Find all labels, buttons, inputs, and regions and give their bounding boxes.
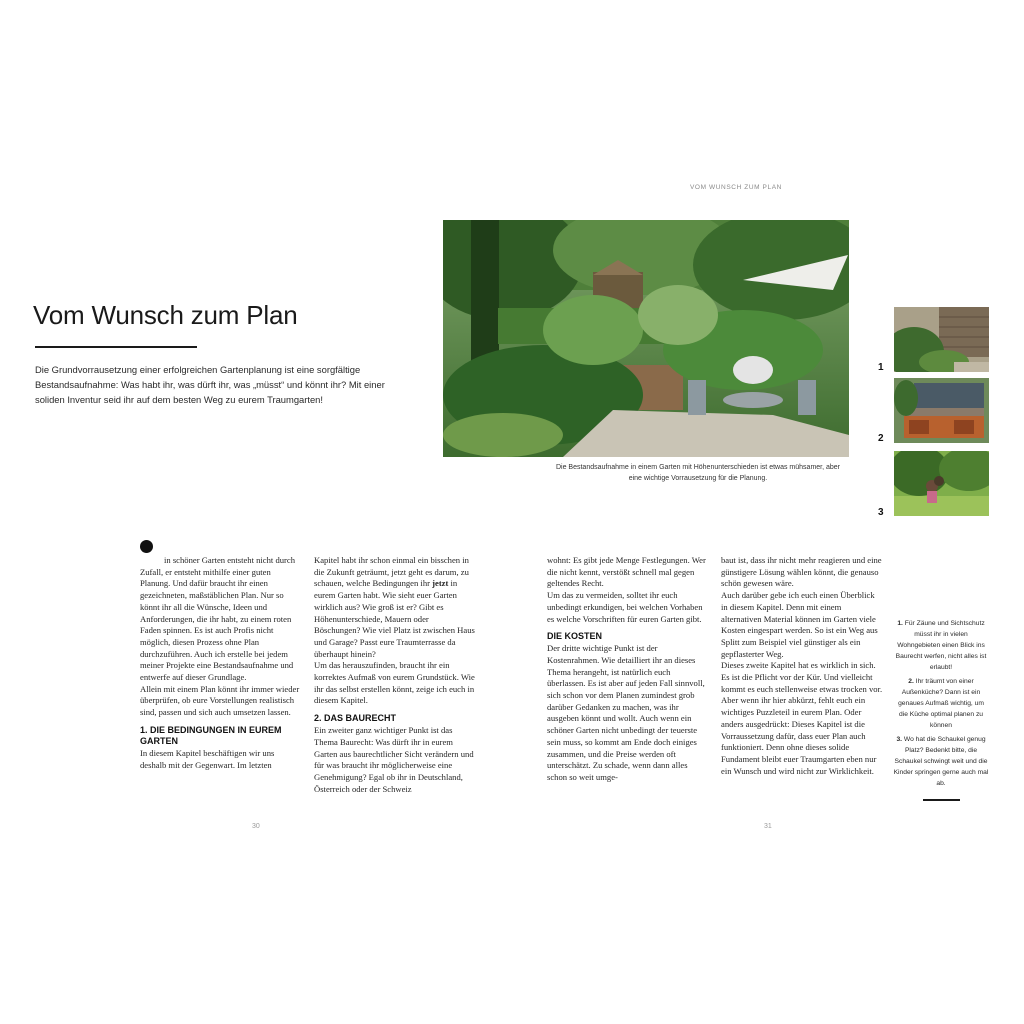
emphasis: jetzt [432, 578, 449, 589]
paragraph: baut ist, dass ihr nicht mehr reagieren und eine günstigere Lösung wählen könnt, die genauso schön gewesen wäre. [721, 555, 882, 589]
photo-caption: Die Bestandsaufnahme in einem Garten mit Höhenunterschieden ist etwas mühsamer, aber eine wichtige Vorrausetzung für die Planung. [555, 464, 841, 482]
text-column-4 [721, 555, 883, 777]
paragraph: In diesem Kapitel beschäftigen wir uns deshalb mit der Gegenwart. Im letzten [140, 747, 275, 770]
paragraph: Um das herauszufinden, braucht ihr ein korrektes Aufmaß von eurem Grundstück. Wie ihr das selbst erstellen könnt, zeige ich euch in diesem Kapitel. [314, 660, 475, 706]
page-number-right: 31 [764, 823, 772, 830]
paragraph: Dieses zweite Kapitel hat es wirklich in sich. Es ist die Pflicht vor der Kür. Und vielleicht kommt es euch stellenweise etwas trocken vor. Aber wenn ihr hier abkürzt, fehlt euch ein wichtiges Puzzleteil in eurem Plan. Oder anders ausgedrückt: Dieses Kapitel ist die Vorraussetzung dafür, dass euer Plan auch funktioniert. Denn ohne dieses solide Fundament bleibt euer Traumgarten eben nur ein Wunsch und wird nicht zur Wirklichkeit. [721, 660, 883, 776]
section-heading: DIE KOSTEN [547, 631, 603, 642]
garden-photo [443, 220, 849, 457]
paragraph: Ein zweiter ganz wichtiger Punkt ist das Thema Baurecht: Was dürft ihr in eurem Garten aus baurechtlicher Sicht verändern und für was braucht ihr möglicherweise eine Genehmigung? Egal ob ihr in Deutschland, Österreich oder der Schweiz [314, 725, 474, 794]
paragraph [314, 555, 476, 660]
note-number: 2. [908, 678, 914, 685]
chapter-title: Vom Wunsch zum Plan [33, 300, 298, 330]
note-number: 1. [897, 620, 903, 627]
thumbnail-number-3: 3 [878, 507, 884, 518]
swing-photo-image [894, 451, 989, 516]
section-heading: 2. DAS BAURECHT [314, 713, 397, 724]
thumbnail-fence [894, 307, 989, 372]
intro-text: Die Grundvorrausetzung einer erfolgreichen Gartenplanung ist eine sorgfältige Bestandsaufnahme: Was habt ihr, was dürft ihr, was „müsst“ und könnt ihr? Mit einer soliden Inventur seid ihr auf dem besten Weg zu eurem Traumgarten! [35, 364, 385, 405]
text-column-2 [314, 555, 476, 795]
section-heading: 1. DIE BEDINGUNGEN IN EUREM GARTEN [140, 724, 282, 746]
paragraph: in schöner Garten entsteht nicht durch Zufall, er entsteht mithilfe einer guten Planung. Und dafür braucht ihr einen gezeichneten, maßstäblichen Plan. Nur so könnt ihr all die Wünsche, Ideen und Anforderungen, die ihr habt, zu einem roten Faden spinnen. Es ist auch Profis nicht möglich, diesen Prozess ohne Plan durchzuführen. Auch ich erstelle bei jedem meiner Projekte eine Bestandsaufnahme und entwerfe auf dieser Grundlage. [140, 555, 296, 683]
paragraph: wohnt: Es gibt jede Menge Festlegungen. Wer die nicht kennt, verstößt schnell mal gegen geltendes Recht. [547, 555, 706, 589]
page-number-left: 30 [252, 823, 260, 830]
running-head: VOM WUNSCH ZUM PLAN [690, 184, 782, 191]
text-column-3 [547, 555, 709, 784]
kitchen-photo-image [894, 378, 989, 443]
paragraph: Der dritte wichtige Punkt ist der Kostenrahmen. Wie detailliert ihr an dieses Thema herangeht, ist natürlich euch überlassen. Es ist aber auf jeden Fall sinnvoll, sich schon vor dem Planen zumindest grob darüber Gedanken zu machen, was ihr ausgeben könnt und wollt. Auch wenn ein schöner Garten nicht unbedingt der teuerste sein muss, so kommt am Ende doch einiges zusammen, und die Preise werden oft unterschätzt. Zu schade, wenn dann alles schon so weit umge- [547, 643, 705, 782]
title-rule [35, 346, 197, 348]
thumbnail-number-2: 2 [878, 433, 884, 444]
note-text: Für Zäune und Sichtschutz müsst ihr in vielen Wohngebieten einen Blick ins Baurecht werfen, nicht alles ist erlaubt! [895, 620, 987, 671]
text-column-1 [140, 555, 302, 771]
note-number: 3. [896, 736, 903, 743]
text-run: Kapitel habt ihr schon einmal ein bisschen in die Zukunft geträumt, jetzt geht es darum, zu schauen, welche Bedingungen ihr [314, 555, 469, 589]
paragraph: Um das zu vermeiden, solltet ihr euch unbedingt erkundigen, bei welchen Vorhaben es welche Vorschriften für euren Garten gibt. [547, 590, 703, 624]
text-run: in eurem Garten habt. Wie sieht euer Garten wirklich aus? Wie groß ist er? Gibt es Höhenunterschiede, Mauern oder Böschungen? Wie viel Platz ist zwischen Haus und Garage? Passt eure Traumterrasse da überhaupt hinein? [314, 578, 475, 659]
paragraph: Auch darüber gebe ich euch einen Überblick in diesem Kapitel. Denn mit einem alternativen Material können im Garten viele Kosten eingespart werden. So ist ein Weg aus Splitt zum Beispiel viel günstiger als ein gepflasterter Weg. [721, 590, 878, 659]
thumbnail-notes [893, 618, 989, 792]
thumbnail-swing [894, 451, 989, 516]
note-text: Ihr träumt von einer Außenküche? Dann ist ein genaues Aufmaß wichtig, um die Küche optimal planen zu können [898, 678, 984, 729]
paragraph: Allein mit einem Plan könnt ihr immer wieder überprüfen, ob eure Vorstellungen realistisch sind, passen und sich auch umsetzen lassen. [140, 683, 300, 718]
thumbnail-number-1: 1 [878, 362, 884, 373]
thumbnail-outdoor-kitchen [894, 378, 989, 443]
note-text: Wo hat die Schaukel genug Platz? Bedenkt bitte, die Schaukel schwingt weit und die Kinder springen gerne auch mal ab. [893, 736, 989, 787]
fence-photo-image [894, 307, 989, 372]
notes-rule [923, 799, 960, 801]
note-1 [893, 618, 989, 673]
garden-photo-image [443, 220, 849, 457]
note-2 [893, 676, 989, 731]
drop-cap-dot [140, 540, 153, 553]
note-3 [893, 734, 989, 789]
